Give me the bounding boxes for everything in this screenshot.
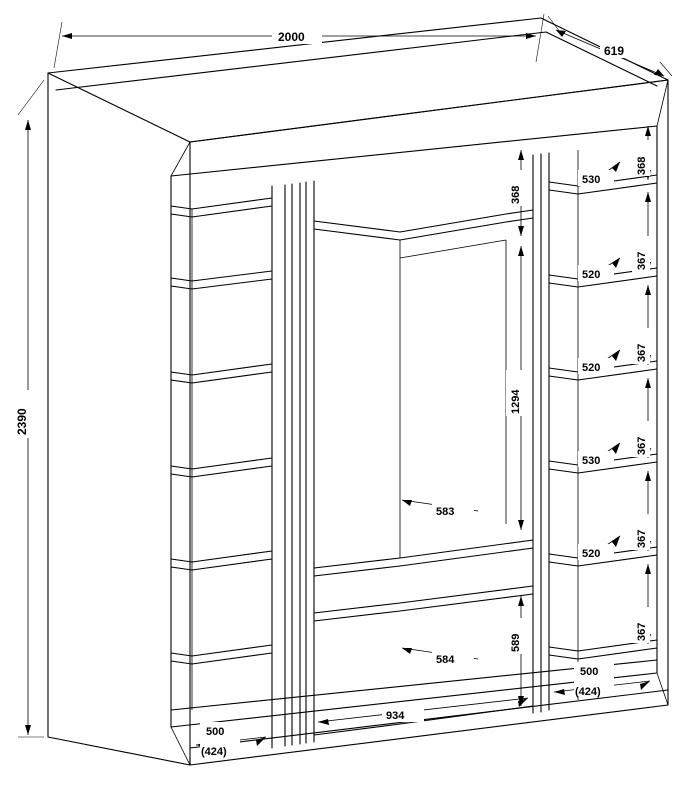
dim-right-shelf-width: [554, 662, 650, 698]
dim-label-right-shelf-w-4: 530: [582, 455, 601, 467]
dim-label-left-shelf-width: 500: [206, 726, 225, 738]
dim-label-right-shelf-w-1: 530: [582, 174, 601, 186]
dim-label-right-gap-1: 368: [636, 156, 648, 175]
dim-center-hanging: [506, 246, 524, 530]
left-shelf-section: [171, 185, 285, 748]
dim-label-right-gap-6: 367: [636, 622, 648, 641]
dim-label-right-shelf-w-3: 520: [582, 362, 601, 374]
dim-label-right-shelf-w-2: 520: [582, 269, 601, 281]
dim-label-right-shelf-width: 500: [580, 666, 599, 678]
dim-center-shelf-lower: [402, 648, 478, 666]
dim-label-center-bottom-width: 934: [386, 710, 405, 722]
dim-label-center-lower-gap: 589: [510, 633, 522, 652]
center-divider-panels: [292, 153, 549, 745]
dim-label-top-depth: 619: [604, 44, 625, 58]
dim-center-shelf-upper: [402, 500, 478, 518]
dim-label-left-shelf-width-alt: (424): [201, 746, 227, 758]
dim-center-bottom-width: [318, 698, 528, 725]
cabinet-top-panel: [48, 18, 668, 142]
dim-overall-height: [12, 80, 44, 737]
dim-label-overall-height: 2390: [15, 408, 29, 435]
center-compartment: [314, 210, 533, 735]
dim-label-center-hanging: 1294: [510, 389, 522, 414]
dim-label-top-width: 2000: [278, 30, 305, 44]
dim-right-gaps: [632, 126, 651, 644]
dim-label-center-top-gap: 368: [510, 185, 522, 204]
dim-label-right-gap-3: 367: [636, 343, 648, 362]
dim-label-right-gap-2: 367: [636, 251, 648, 270]
dim-label-right-shelf-w-5: 520: [582, 548, 601, 560]
dim-label-right-gap-4: 367: [636, 436, 648, 455]
dim-label-right-gap-5: 367: [636, 529, 648, 548]
dim-label-center-shelf-upper: 583: [436, 506, 455, 518]
dim-right-shelf-widths: [578, 162, 620, 560]
dim-center-top-gap: [506, 150, 524, 236]
dim-label-center-shelf-lower: 584: [436, 654, 455, 666]
dim-label-right-shelf-width-alt: (424): [575, 686, 601, 698]
